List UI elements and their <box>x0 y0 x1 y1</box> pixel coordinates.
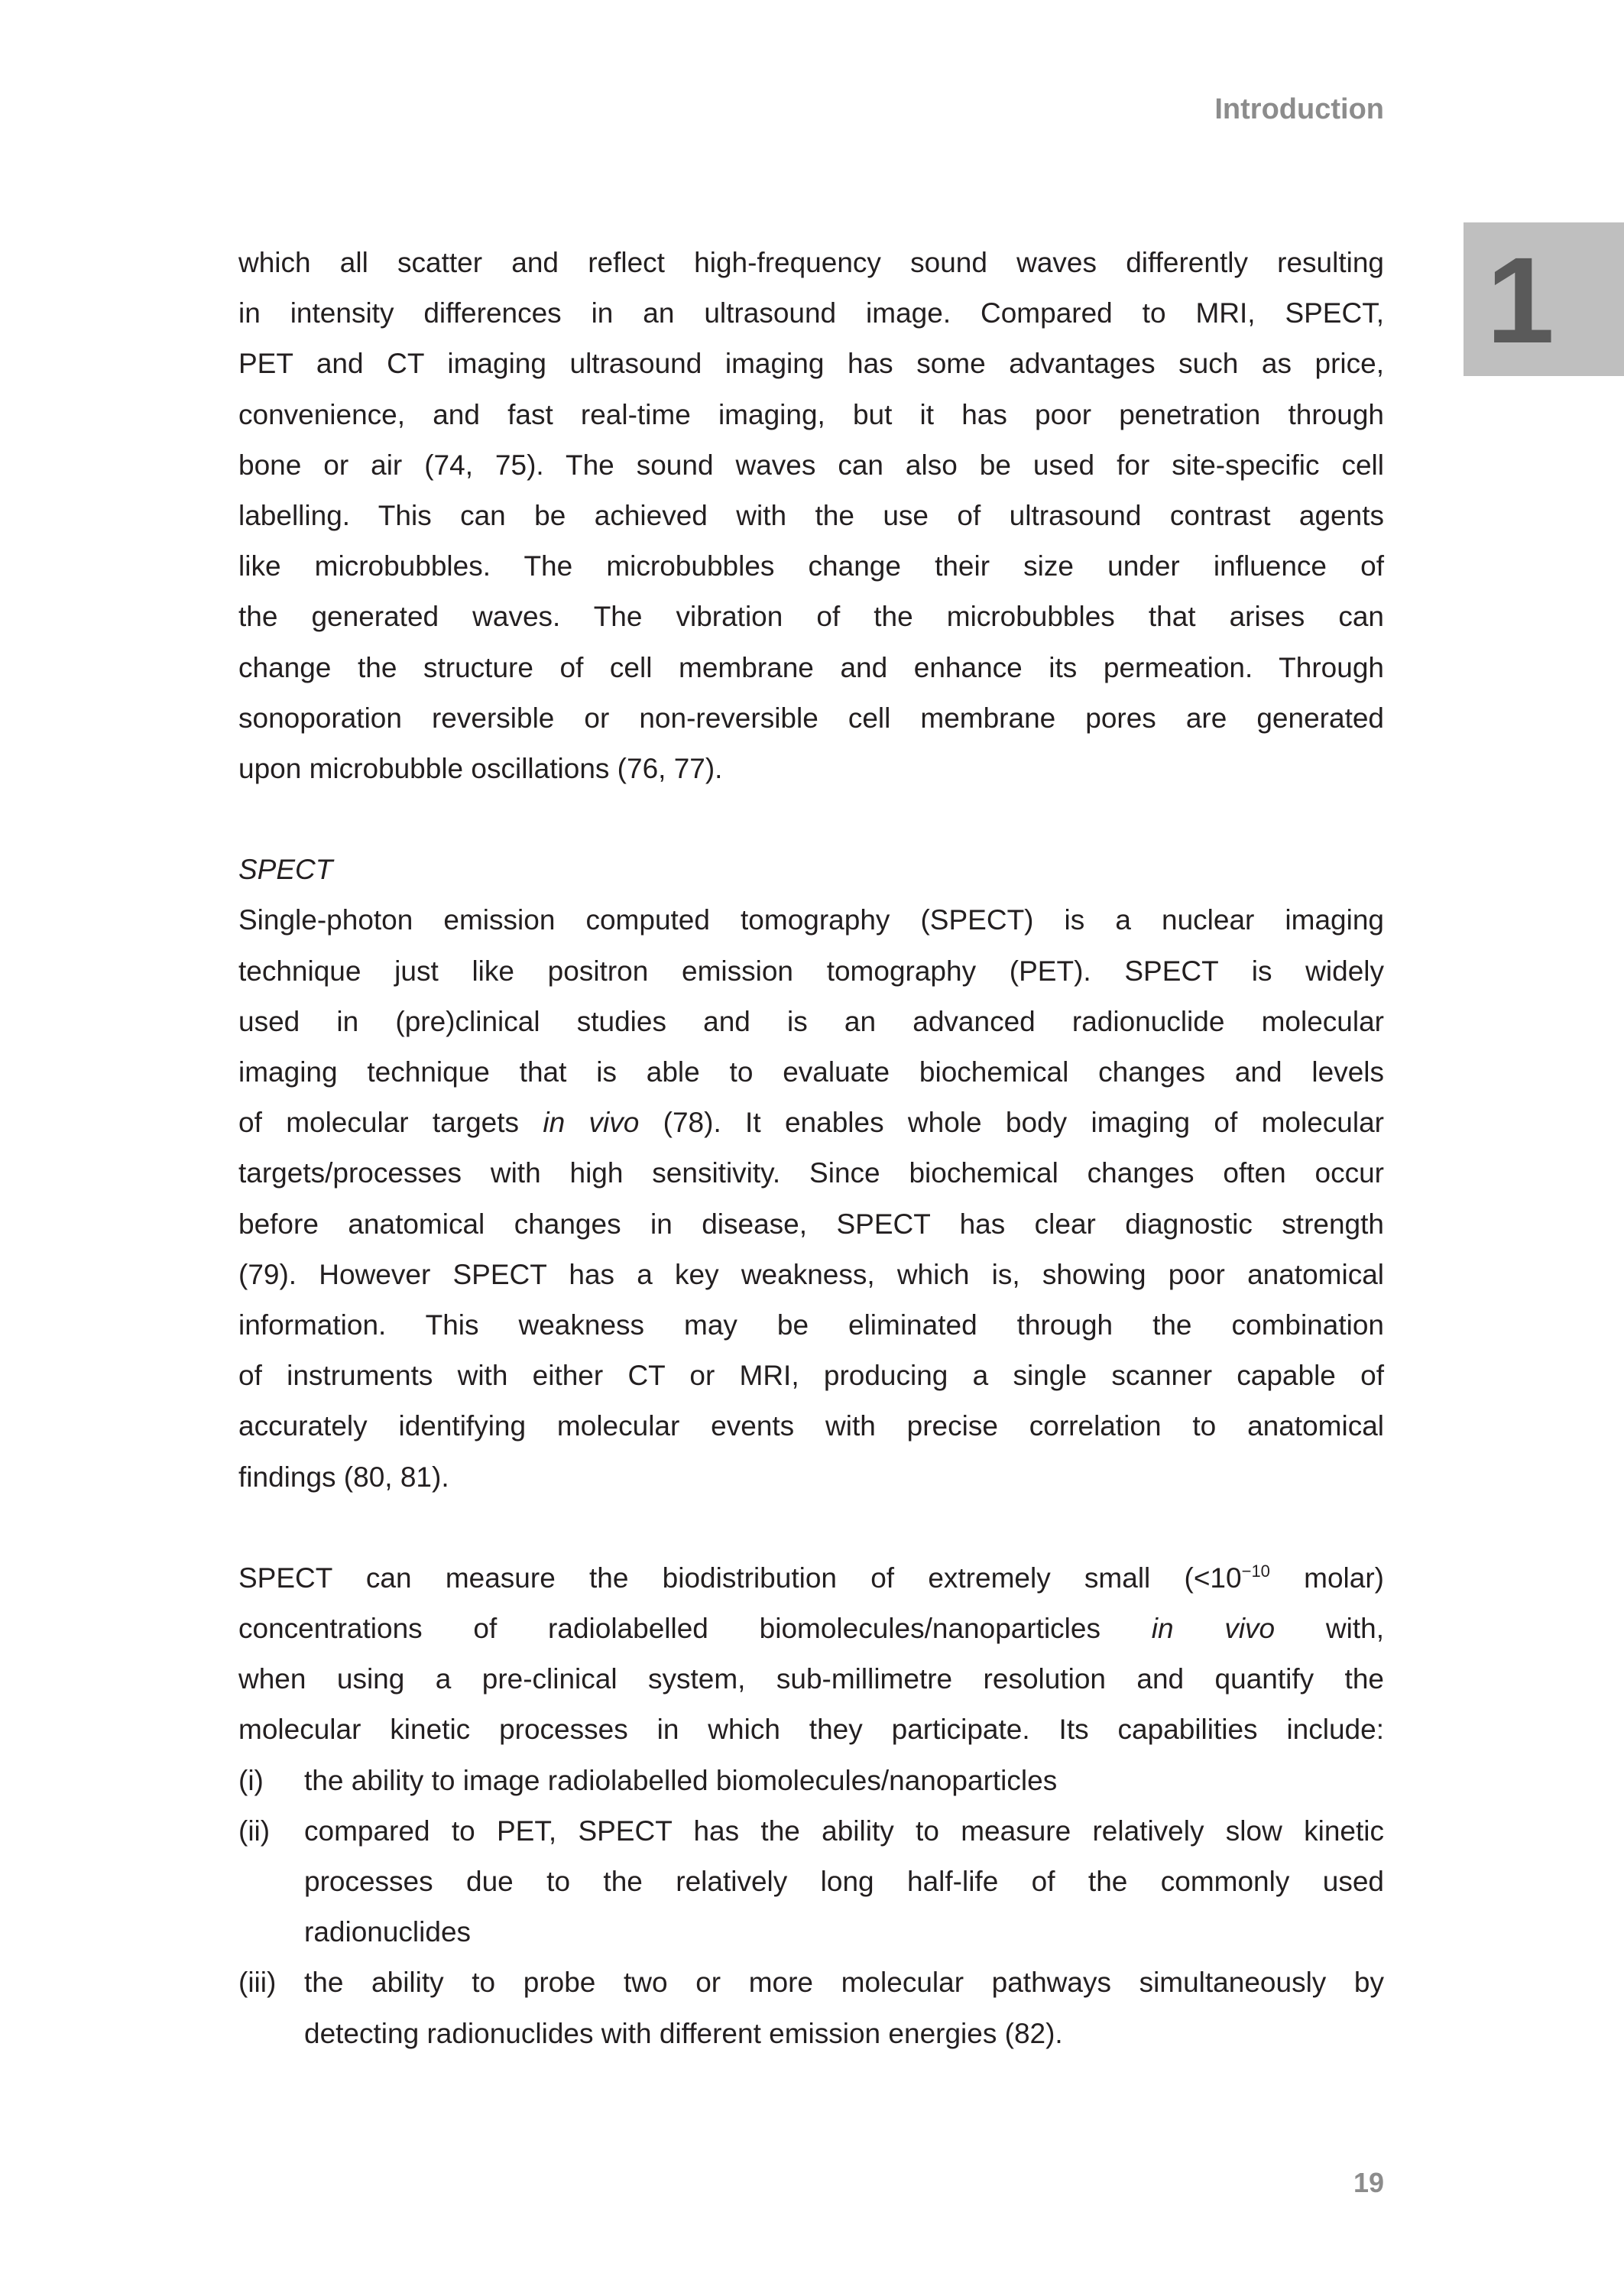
text-segment: (78). It enables whole body imaging of molecular <box>639 1107 1384 1139</box>
superscript: −10 <box>1241 1561 1270 1581</box>
text-segment: with, <box>1275 1613 1384 1645</box>
text-line <box>238 1704 1384 1755</box>
text-segment: the ability to probe two or more molecular pathways simultaneously by <box>304 1967 1384 1999</box>
text-line <box>238 643 1384 693</box>
italic-text: in vivo <box>543 1107 640 1139</box>
text-segment: detecting radionuclides with different emission energies (82). <box>304 2017 1063 2049</box>
text-line <box>238 997 1384 1047</box>
text-line <box>238 1199 1384 1250</box>
list-item-line <box>238 2009 1384 2059</box>
text-segment: molar) <box>1269 1562 1384 1594</box>
text-segment: upon microbubble oscillations (76, 77). <box>238 752 723 784</box>
text-line <box>238 1351 1384 1401</box>
section-heading <box>238 845 1384 895</box>
text-segment: labelling. This can be achieved with the use of ultrasound contrast agents <box>238 499 1384 531</box>
text-line <box>238 592 1384 642</box>
text-line <box>238 1654 1384 1704</box>
text-segment: in intensity differences in an ultrasound image. Compared to MRI, SPECT, <box>238 297 1384 329</box>
chapter-tab <box>1464 222 1624 376</box>
text-segment: accurately identifying molecular events with precise correlation to anatomical <box>238 1410 1384 1442</box>
list-item-line <box>238 1756 1384 1806</box>
running-header-title: Introduction <box>1214 93 1384 125</box>
list-item-line <box>238 1907 1384 1957</box>
text-segment: when using a pre-clinical system, sub-millimetre resolution and quantify the <box>238 1663 1384 1695</box>
text-line <box>238 1250 1384 1300</box>
text-line <box>238 1401 1384 1451</box>
list-item-line <box>238 1857 1384 1907</box>
text-segment: Single-photon emission computed tomography (SPECT) is a nuclear imaging <box>238 904 1384 936</box>
text-segment: processes due to the relatively long half-life of the commonly used <box>304 1866 1384 1897</box>
text-segment: like microbubbles. The microbubbles change their size under influence of <box>238 550 1384 582</box>
text-line <box>238 1098 1384 1148</box>
text-line <box>238 1047 1384 1098</box>
text-line <box>238 1300 1384 1351</box>
body-text <box>238 238 1384 2059</box>
text-segment: molecular kinetic processes in which they participate. Its capabilities include: <box>238 1714 1384 1746</box>
text-line <box>238 491 1384 541</box>
text-line <box>238 390 1384 440</box>
text-line <box>238 895 1384 945</box>
text-segment: used in (pre)clinical studies and is an advanced radionuclide molecular <box>238 1005 1384 1037</box>
list-label: (i) <box>238 1764 264 1796</box>
text-segment: radionuclides <box>304 1916 472 1948</box>
text-segment: the ability to image radiolabelled biomolecules/nanoparticles <box>304 1764 1058 1796</box>
text-segment: concentrations of radiolabelled biomolecules/nanoparticles <box>238 1613 1152 1645</box>
text-line <box>238 946 1384 997</box>
text-line <box>238 288 1384 339</box>
text-segment: change the structure of cell membrane and enhance its permeation. Through <box>238 651 1384 683</box>
text-segment: of instruments with either CT or MRI, producing a single scanner capable of <box>238 1360 1384 1392</box>
text-segment: findings (80, 81). <box>238 1461 449 1493</box>
text-line <box>238 541 1384 592</box>
text-line <box>238 339 1384 389</box>
text-segment: targets/processes with high sensitivity. Since biochemical changes often occur <box>238 1157 1384 1189</box>
list-item-line <box>238 1957 1384 2008</box>
text-segment: (79). However SPECT has a key weakness, which is, showing poor anatomical <box>238 1258 1384 1290</box>
text-segment: technique just like positron emission tomography (PET). SPECT is widely <box>238 955 1384 987</box>
page-number: 19 <box>1353 2167 1384 2198</box>
text-line <box>238 440 1384 491</box>
text-segment: before anatomical changes in disease, SPECT has clear diagnostic strength <box>238 1208 1384 1240</box>
text-line <box>238 1503 1384 1553</box>
text-line <box>238 744 1384 794</box>
text-line <box>238 1553 1384 1604</box>
text-segment: SPECT can measure the biodistribution of extremely small (<10 <box>238 1562 1242 1594</box>
list-item-line <box>238 1806 1384 1857</box>
text-segment: of molecular targets <box>238 1107 543 1139</box>
text-segment: convenience, and fast real-time imaging, but it has poor penetration through <box>238 398 1384 430</box>
text-segment: PET and CT imaging ultrasound imaging has some advantages such as price, <box>238 348 1384 380</box>
text-segment: sonoporation reversible or non-reversible cell membrane pores are generated <box>238 702 1384 734</box>
list-label: (iii) <box>238 1967 277 1999</box>
text-segment: which all scatter and reflect high-frequency sound waves differently resulting <box>238 247 1384 278</box>
text-line <box>238 693 1384 744</box>
text-line <box>238 1452 1384 1503</box>
text-segment: bone or air (74, 75). The sound waves can also be used for site-specific cell <box>238 449 1384 481</box>
text-line <box>238 794 1384 845</box>
text-segment: imaging technique that is able to evaluate biochemical changes and levels <box>238 1056 1384 1088</box>
text-line <box>238 238 1384 288</box>
italic-text: SPECT <box>238 854 333 886</box>
italic-text: in vivo <box>1151 1613 1276 1645</box>
chapter-number: 1 <box>1486 232 1554 368</box>
text-segment: information. This weakness may be eliminated through the combination <box>238 1309 1384 1341</box>
text-segment: compared to PET, SPECT has the ability to measure relatively slow kinetic <box>304 1815 1384 1847</box>
text-segment: the generated waves. The vibration of the microbubbles that arises can <box>238 601 1384 633</box>
text-line <box>238 1604 1384 1654</box>
list-label: (ii) <box>238 1815 271 1847</box>
text-line <box>238 1148 1384 1198</box>
